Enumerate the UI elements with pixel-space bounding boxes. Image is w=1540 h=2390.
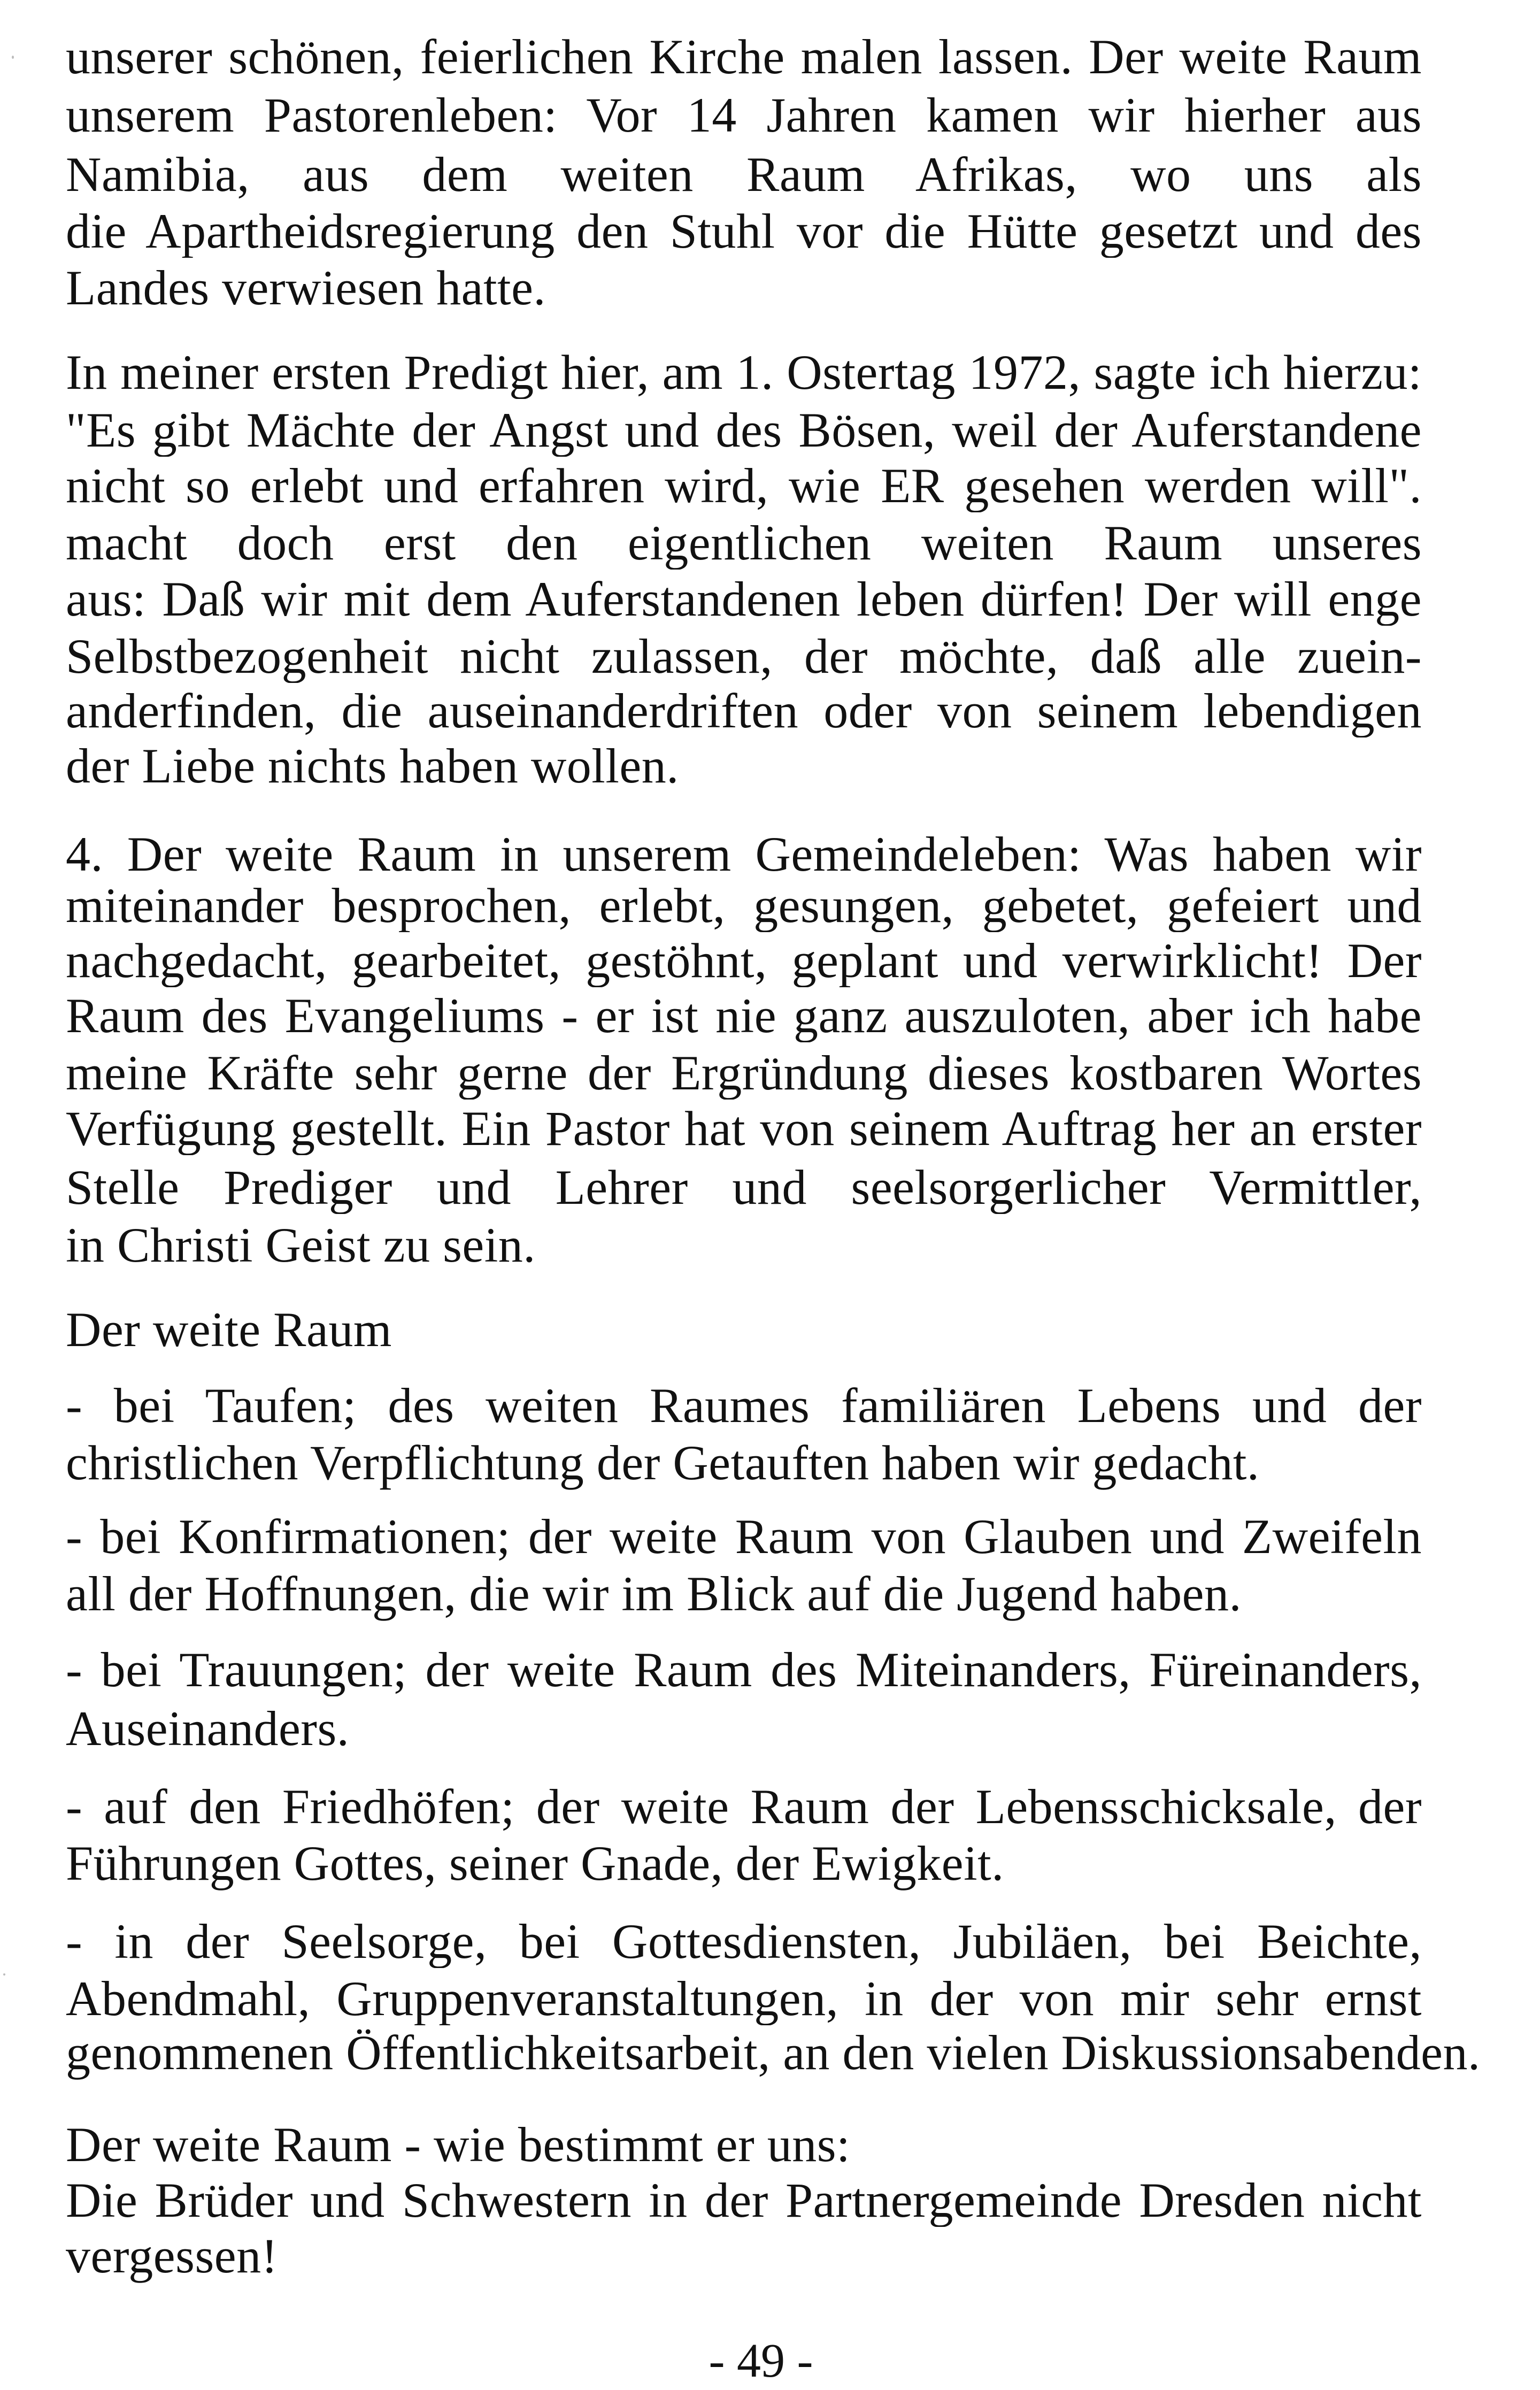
text-line: miteinander besprochen, erlebt, gesungen, gebetet, gefeiert und	[66, 879, 1422, 932]
text-line: aus: Daß wir mit dem Auferstandenen leben dürfen! Der will enge	[66, 572, 1422, 626]
page-number: - 49 -	[709, 2334, 813, 2387]
text-line: "Es gibt Mächte der Angst und des Bösen, weil der Auferstandene	[66, 403, 1422, 457]
text-line: der Liebe nichts haben wollen.	[66, 739, 679, 793]
text-line: Auseinanders.	[66, 1701, 350, 1756]
text-line: nicht so erlebt und erfahren wird, wie ER gesehen werden will".	[66, 459, 1422, 512]
text-line: - auf den Friedhöfen; der weite Raum der Lebensschicksale, der	[66, 1780, 1422, 1833]
text-line: In meiner ersten Predigt hier, am 1. Ostertag 1972, sagte ich hierzu:	[66, 345, 1422, 399]
scan-speck	[3, 1973, 5, 1976]
text-line: - in der Seelsorge, bei Gottesdiensten, Jubiläen, bei Beichte,	[66, 1915, 1422, 1968]
text-line: Verfügung gestellt. Ein Pastor hat von seinem Auftrag her an erster	[66, 1102, 1422, 1155]
text-line: Namibia, aus dem weiten Raum Afrikas, wo uns als	[66, 148, 1422, 201]
text-line: nachgedacht, gearbeitet, gestöhnt, geplant und verwirklicht! Der	[66, 934, 1422, 987]
text-line: Der weite Raum	[66, 1302, 392, 1357]
text-line: meine Kräfte sehr gerne der Ergründung dieses kostbaren Wortes	[66, 1046, 1422, 1100]
text-line: unserem Pastorenleben: Vor 14 Jahren kamen wir hierher aus	[66, 88, 1422, 142]
text-line: christlichen Verpflichtung der Getauften haben wir gedacht.	[66, 1435, 1260, 1490]
text-line: vergessen!	[66, 2228, 278, 2283]
text-line: Landes verwiesen hatte.	[66, 260, 546, 315]
text-line: all der Hoffnungen, die wir im Blick auf die Jugend haben.	[66, 1566, 1242, 1621]
text-line: - bei Konfirmationen; der weite Raum von Glauben und Zweifeln	[66, 1510, 1422, 1563]
text-line: Die Brüder und Schwestern in der Partnergemeinde Dresden nicht	[66, 2173, 1422, 2227]
scan-speck	[12, 56, 14, 59]
text-line: - bei Taufen; des weiten Raumes familiären Lebens und der	[66, 1379, 1422, 1432]
text-line: 4. Der weite Raum in unserem Gemeindeleben: Was haben wir	[66, 827, 1422, 881]
text-line: unserer schönen, feierlichen Kirche malen lassen. Der weite Raum	[66, 30, 1422, 83]
text-line: anderfinden, die auseinanderdriften oder von seinem lebendigen	[66, 684, 1422, 737]
text-line: die Apartheidsregierung den Stuhl vor die Hütte gesetzt und des	[66, 204, 1422, 258]
text-line: Führungen Gottes, seiner Gnade, der Ewigkeit.	[66, 1836, 1004, 1891]
text-line: macht doch erst den eigentlichen weiten Raum unseres	[66, 516, 1422, 570]
text-line: Der weite Raum - wie bestimmt er uns:	[66, 2117, 851, 2172]
text-line: - bei Trauungen; der weite Raum des Miteinanders, Füreinanders,	[66, 1643, 1422, 1696]
text-line: in Christi Geist zu sein.	[66, 1218, 536, 1272]
text-line: Abendmahl, Gruppenveranstaltungen, in der von mir sehr ernst	[66, 1972, 1422, 2025]
text-line: Selbstbezogenheit nicht zulassen, der möchte, daß alle zuein-	[66, 629, 1422, 683]
text-line: Stelle Prediger und Lehrer und seelsorgerlicher Vermittler,	[66, 1161, 1422, 1214]
text-line: genommenen Öffentlichkeitsarbeit, an den vielen Diskussionsabenden.	[66, 2025, 1481, 2080]
text-line: Raum des Evangeliums - er ist nie ganz auszuloten, aber ich habe	[66, 989, 1422, 1042]
